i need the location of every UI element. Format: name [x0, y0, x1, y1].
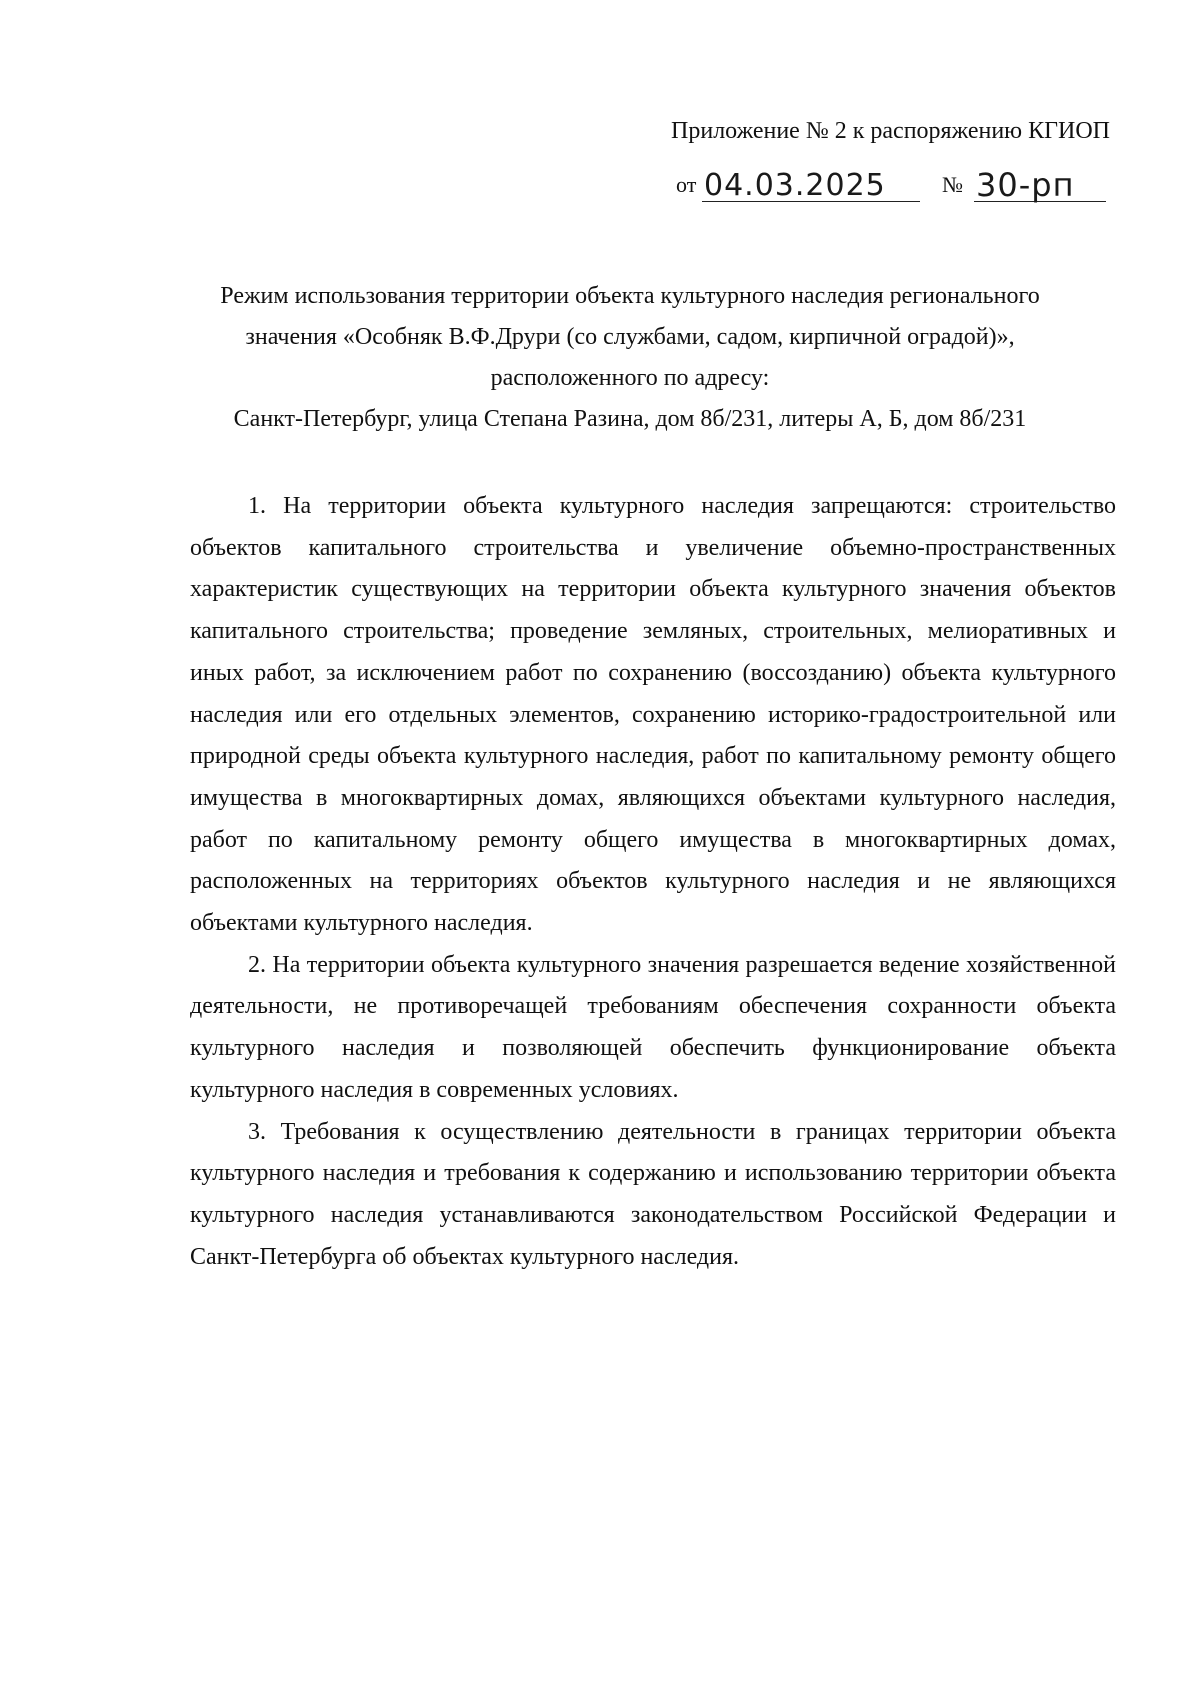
handwritten-date: 04.03.2025	[702, 171, 920, 202]
paragraph-1: 1. На территории объекта культурного наследия запрещаются: строительство объектов капитального строительства и увеличение объемно-пространственных характеристик существующих на территории объекта культурного значения объектов капитального строительства; проведение земляных, строительных, мелиоративных и иных работ, за исключением работ по сохранению (воссозданию) объекта культурного наследия или его отдельных элементов, сохранению историко-градостроительной или природной среды объекта культурного наследия, работ по капитальному ремонту общего имущества в многоквартирных домах, являющихся объектами культурного наследия, работ по капитальному ремонту общего имущества в многоквартирных домах, расположенных на территориях объектов культурного наследия и не являющихся объектами культурного наследия.	[190, 493, 1116, 937]
paragraph-3: 3. Требования к осуществлению деятельности в границах территории объекта культурного наследия и требования к содержанию и использованию территории объекта культурного наследия устанавливаются законодательством Российской Федерации и Санкт-Петербурга об объектах культурного наследия.	[190, 1118, 1116, 1270]
title-line: расположенного по адресу:	[490, 365, 770, 391]
document-title	[150, 276, 1110, 440]
date-label: от	[676, 172, 697, 197]
appendix-reference: Приложение № 2 к распоряжению КГИОП	[671, 118, 1110, 144]
handwritten-number: 30-рп	[974, 169, 1106, 202]
document-body	[190, 486, 1116, 1278]
paragraph-2: 2. На территории объекта культурного значения разрешается ведение хозяйственной деятельности, не противоречащей требованиям обеспечения сохранности объекта культурного наследия и позволяющей обеспечить функционирование объекта культурного наследия в современных условиях.	[190, 951, 1116, 1103]
number-label: №	[942, 172, 963, 197]
title-line: Санкт-Петербург, улица Степана Разина, дом 8б/231, литеры А, Б, дом 8б/231	[233, 406, 1027, 432]
title-line: Режим использования территории объекта культурного наследия регионального	[220, 283, 1040, 309]
title-line: значения «Особняк В.Ф.Друри (со службами, садом, кирпичной оградой)»,	[245, 324, 1015, 350]
order-date-number	[676, 164, 1116, 204]
